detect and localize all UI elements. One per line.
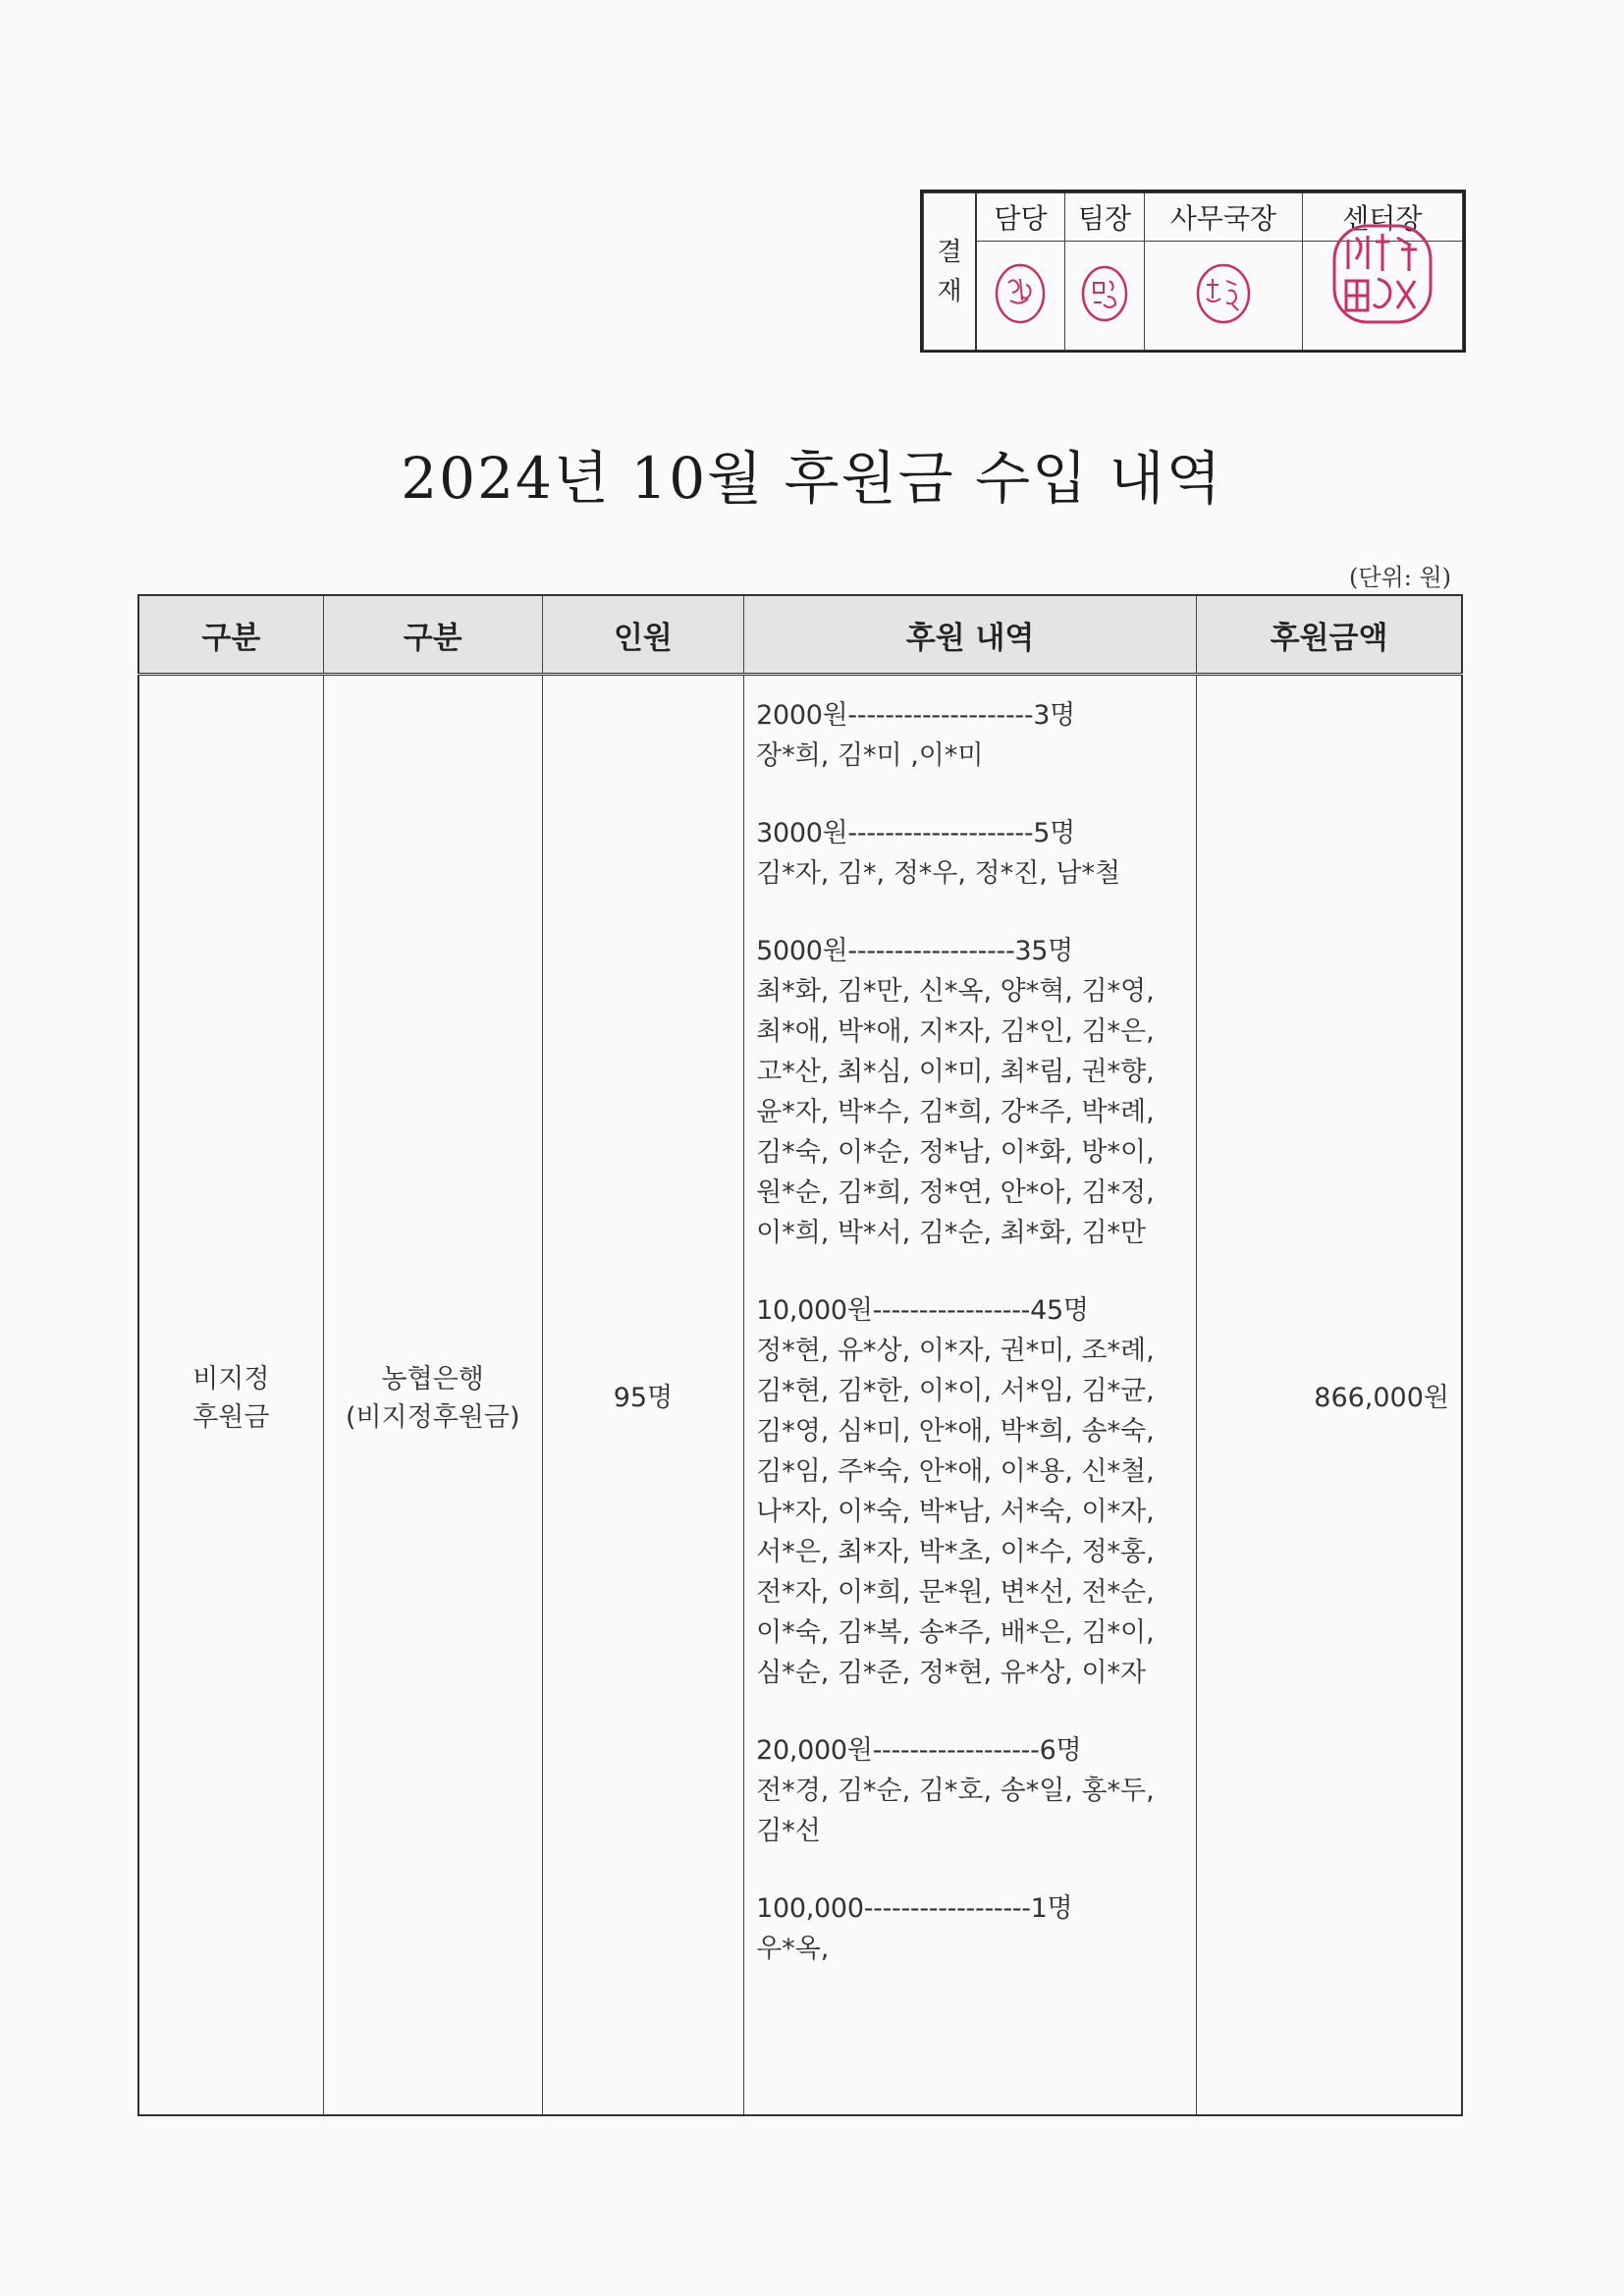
- official-seal-icon: [1328, 220, 1436, 328]
- bank-cell: [323, 675, 542, 2116]
- detail-block-3000: [756, 813, 1184, 894]
- header-amount: 후원금액: [1197, 595, 1462, 675]
- stamp-cell-center-director: [1302, 242, 1462, 351]
- bank-line2: (비지정후원금): [345, 1401, 520, 1433]
- donor-names: 장*희, 김*미 ,이*미: [756, 740, 984, 771]
- stamp-cell-staff: [976, 242, 1064, 351]
- role-team-leader: 팀장: [1064, 193, 1144, 242]
- count-cell: 95명: [542, 675, 743, 2116]
- donation-table: [137, 594, 1463, 2116]
- detail-heading: 20,000원------------------6명: [756, 1735, 1082, 1766]
- detail-heading: 10,000원-----------------45명: [756, 1295, 1089, 1326]
- approval-box: [920, 190, 1466, 353]
- document-title: 2024년 10월 후원금 수입 내역: [401, 445, 1223, 512]
- header-count: 인원: [542, 595, 743, 675]
- detail-block-10000: [756, 1290, 1184, 1693]
- amount-cell: 866,000원: [1197, 675, 1462, 2116]
- approval-label-char-2: 재: [937, 276, 962, 306]
- detail-block-20000: [756, 1730, 1184, 1851]
- detail-heading: 3000원--------------------5명: [756, 818, 1075, 848]
- category-line2: 후원금: [192, 1401, 270, 1433]
- header-details: 후원 내역: [744, 595, 1197, 675]
- detail-heading: 5000원------------------35명: [756, 936, 1073, 966]
- role-center-director: 센터장: [1302, 193, 1462, 242]
- stamp-cell-secretary-general: [1145, 242, 1303, 351]
- role-staff: 담당: [976, 193, 1064, 242]
- donor-names: 정*현, 유*상, 이*자, 권*미, 조*례, 김*현, 김*한, 이*이, 서*임, 김*균, 김*영, 심*미, 안*애, 박*희, 송*숙, 김*임, 주*숙, 안*애, 이*용, 신*철, 나*자, 이*숙, 박*남, 서*숙, 이*자, 서*은, 최*자, 박*초, 이*수, 정*홍, 전*자, 이*희, 문*원, 변*선, 전*순, 이*숙, 김*복, 송*주, 배*은, 김*이, 심*순, 김*준, 정*현, 유*상, 이*자: [756, 1336, 1155, 1688]
- detail-block-5000: [756, 931, 1184, 1253]
- detail-block-100000: [756, 1888, 1184, 1969]
- seal-stamp-icon: [991, 261, 1050, 326]
- donor-names: 김*자, 김*, 정*우, 정*진, 남*철: [756, 858, 1121, 889]
- donor-names: 전*경, 김*순, 김*호, 송*일, 홍*두, 김*선: [756, 1776, 1155, 1846]
- details-cell: [744, 675, 1197, 2116]
- approval-label: [924, 193, 977, 351]
- category-cell: [138, 675, 323, 2116]
- donor-names: 최*화, 김*만, 신*옥, 양*혁, 김*영, 최*애, 박*애, 지*자, 김*인, 김*은, 고*산, 최*심, 이*미, 최*림, 권*향, 윤*자, 박*수, 김*희, 강*주, 박*례, 김*숙, 이*순, 정*남, 이*화, 방*이, 원*순, 김*희, 정*연, 안*아, 김*정, 이*희, 박*서, 김*순, 최*화, 김*만: [756, 976, 1155, 1248]
- role-secretary-general: 사무국장: [1145, 193, 1303, 242]
- donor-names: 우*옥,: [756, 1934, 830, 1964]
- detail-block-2000: [756, 695, 1184, 776]
- detail-heading: 100,000------------------1명: [756, 1893, 1073, 1924]
- header-subcategory: 구분: [323, 595, 542, 675]
- unit-note: (단위: 원): [1349, 564, 1451, 591]
- stamp-cell-team-leader: [1064, 242, 1144, 351]
- seal-stamp-icon: [1078, 263, 1131, 324]
- detail-heading: 2000원--------------------3명: [756, 700, 1075, 731]
- bank-line1: 농협은행: [381, 1363, 484, 1394]
- header-category: 구분: [138, 595, 323, 675]
- table-header-row: [138, 595, 1462, 675]
- category-line1: 비지정: [192, 1363, 270, 1394]
- seal-stamp-icon: [1193, 261, 1254, 326]
- table-row: [138, 675, 1462, 2116]
- approval-label-char-1: 결: [937, 237, 962, 267]
